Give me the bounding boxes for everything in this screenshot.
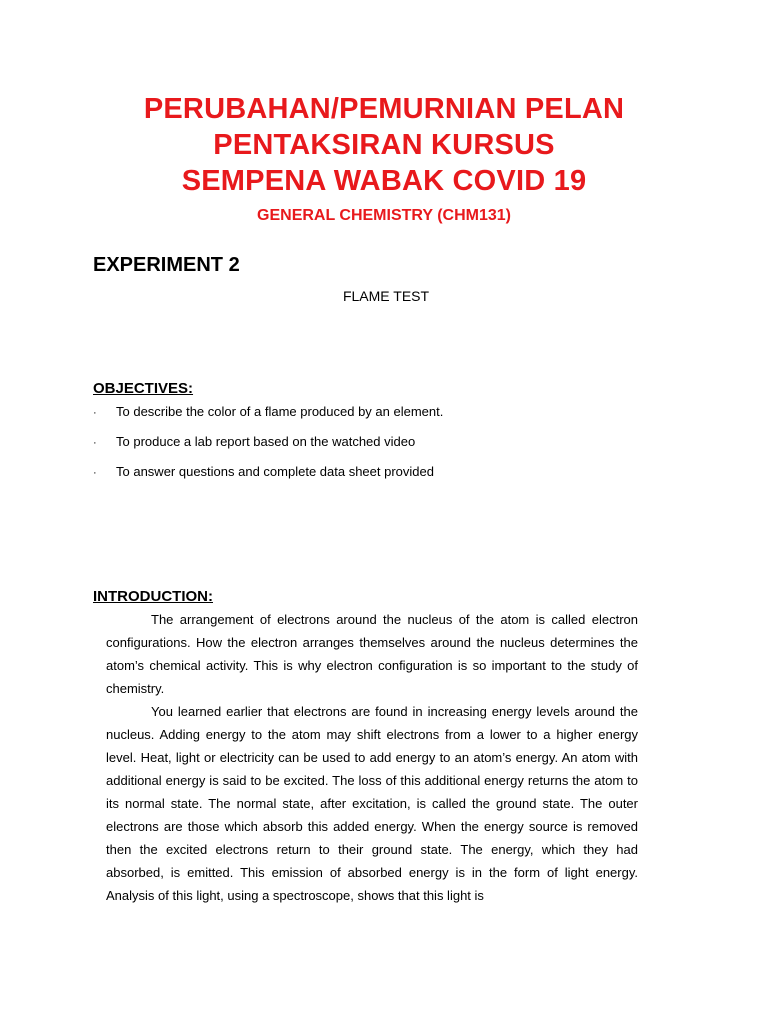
bullet-icon: ·	[93, 437, 97, 449]
bullet-icon: ·	[93, 467, 97, 479]
objective-text: To produce a lab report based on the watched video	[116, 434, 416, 449]
title-line-3: SEMPENA WABAK COVID 19	[181, 165, 587, 197]
objective-item	[93, 404, 443, 421]
title-line-2: PENTAKSIRAN KURSUS	[213, 129, 555, 161]
objective-item	[93, 434, 415, 451]
introduction-heading: INTRODUCTION:	[93, 588, 213, 605]
course-subtitle: GENERAL CHEMISTRY (CHM131)	[257, 207, 511, 224]
objective-item	[93, 464, 434, 481]
experiment-label: EXPERIMENT 2	[93, 254, 240, 276]
objectives-heading: OBJECTIVES:	[93, 380, 194, 397]
introduction-paragraph-1: The arrangement of electrons around the nucleus of the atom is called electron configurations. How the electron arranges themselves around the nucleus determines the atom’s chemical activity. This is why electron configuration is so important to the study of chemistry.	[106, 612, 638, 696]
experiment-name: FLAME TEST	[342, 288, 430, 304]
title-line-1: PERUBAHAN/PEMURNIAN PELAN	[143, 93, 625, 125]
bullet-icon: ·	[93, 407, 97, 419]
introduction-paragraph-2: You learned earlier that electrons are found in increasing energy levels around the nucleus. Adding energy to the atom may shift electrons from a lower to a higher energy level. Heat, light or electricity can be used to add energy to an atom’s energy. An atom with additional energy is said to be excited. The loss of this additional energy returns the atom to its normal state. The normal state, after excitation, is called the ground state. The outer electrons are those which absorb this added energy. When the energy source is removed then the excited electrons return to their ground state. The energy, which they had absorbed, is emitted. This emission of absorbed energy is in the form of light energy. Analysis of this light, using a spectroscope, shows that this light is	[106, 704, 638, 903]
document-title	[0, 91, 768, 226]
objective-text: To answer questions and complete data sheet provided	[116, 464, 434, 479]
objective-text: To describe the color of a flame produced by an element.	[116, 404, 444, 419]
